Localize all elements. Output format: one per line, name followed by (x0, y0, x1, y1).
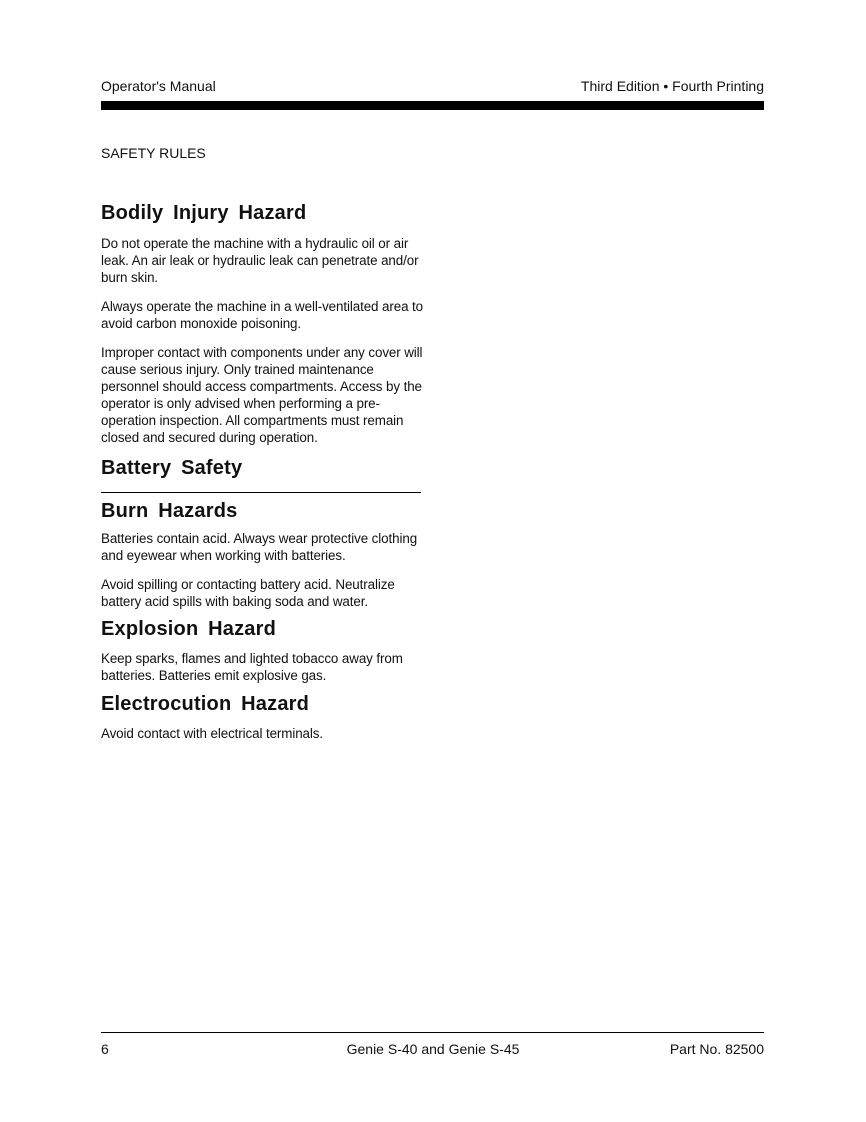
safety-content-column (101, 200, 423, 742)
paragraph: Do not operate the machine with a hydraulic oil or air leak. An air leak or hydraulic leak can penetrate and/or burn skin. (101, 236, 419, 285)
page-number: 6 (101, 1041, 109, 1057)
paragraph: Improper contact with components under any cover will cause serious injury. Only trained maintenance personnel should access compartments. Access by the operator is only advised when performing a pre-operation inspection. All compartments must remain closed and secured during operation. (101, 345, 423, 445)
footer-rule (101, 1032, 764, 1033)
heading-electrocution-hazard: Electrocution Hazard (101, 693, 310, 715)
header-edition: Third Edition • Fourth Printing (580, 78, 764, 94)
heading-battery-safety: Battery Safety (101, 457, 243, 479)
paragraph: Avoid contact with electrical terminals. (101, 726, 323, 741)
heading-burn-hazards: Burn Hazards (101, 500, 238, 522)
heading-bodily-injury-hazard: Bodily Injury Hazard (101, 202, 307, 224)
footer-model: Genie S-40 and Genie S-45 (346, 1041, 520, 1057)
paragraph: Batteries contain acid. Always wear protective clothing and eyewear when working with batteries. (101, 531, 418, 563)
section-divider (101, 492, 421, 493)
paragraph: Avoid spilling or contacting battery acid. Neutralize battery acid spills with baking soda and water. (101, 577, 395, 609)
section-label: SAFETY RULES (101, 145, 206, 161)
header-rule (101, 101, 764, 110)
paragraph: Keep sparks, flames and lighted tobacco away from batteries. Batteries emit explosive gas. (101, 651, 403, 683)
footer-part-number: Part No. 82500 (669, 1041, 764, 1057)
paragraph: Always operate the machine in a well-ventilated area to avoid carbon monoxide poisoning. (101, 299, 424, 331)
header-manual-title: Operator's Manual (101, 78, 216, 94)
heading-explosion-hazard: Explosion Hazard (101, 618, 277, 640)
